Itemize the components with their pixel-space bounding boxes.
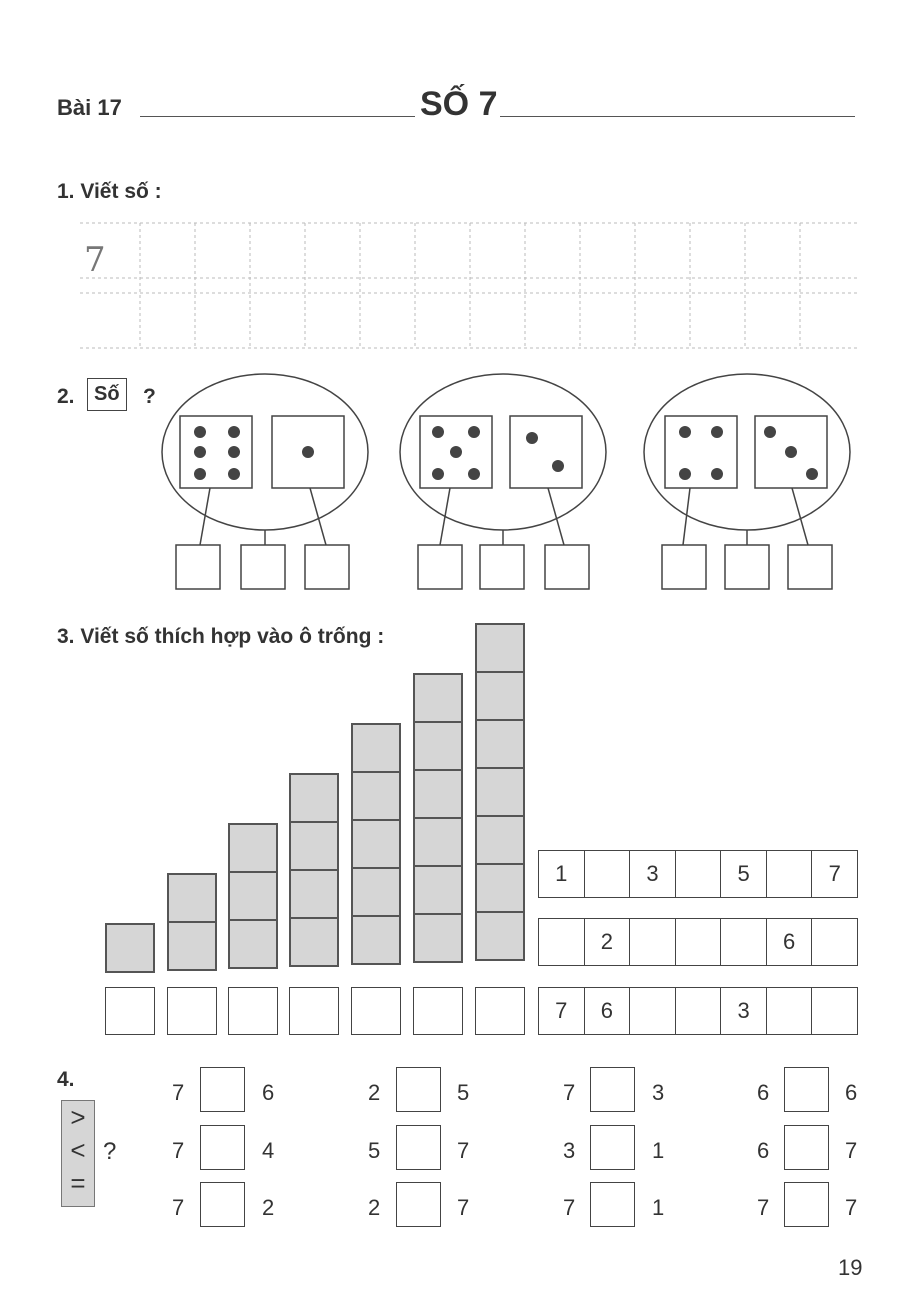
right-operand: 7: [845, 1195, 858, 1220]
column-count-box[interactable]: [351, 987, 401, 1035]
exercise-3-title: 3. Viết số thích hợp vào ô trống :: [57, 625, 385, 648]
stair-column-3: [228, 825, 278, 969]
number-cell[interactable]: 6: [767, 919, 813, 965]
page-number: 19: [838, 1255, 863, 1280]
left-operand: 7: [757, 1195, 770, 1220]
compare-box[interactable]: [590, 1125, 635, 1170]
number-cell[interactable]: [812, 919, 857, 965]
stair-column-5: [351, 725, 401, 965]
compare-box[interactable]: [200, 1125, 245, 1170]
number-cell[interactable]: 7: [828, 861, 841, 886]
number-cell[interactable]: [812, 988, 857, 1034]
column-count-box[interactable]: [475, 987, 525, 1035]
number-cell[interactable]: 3: [630, 851, 676, 897]
number-cell[interactable]: [585, 851, 631, 897]
right-operand: 6: [845, 1080, 858, 1105]
compare-box[interactable]: [396, 1067, 441, 1112]
stair-column-6: [413, 675, 463, 963]
compare-box[interactable]: [590, 1182, 635, 1227]
compare-box[interactable]: [784, 1125, 829, 1170]
writing-grid: [80, 218, 860, 353]
number-cell[interactable]: [539, 919, 585, 965]
right-operand: 5: [457, 1080, 470, 1105]
sample-digit: 7: [84, 240, 106, 280]
left-operand: 7: [172, 1080, 185, 1105]
right-operand: 4: [262, 1138, 275, 1163]
page-title: SỐ 7: [420, 85, 498, 123]
number-row-2: [538, 918, 858, 966]
column-count-box[interactable]: [167, 987, 217, 1035]
compare-box[interactable]: [396, 1182, 441, 1227]
exercise-1-title: 1. Viết số :: [57, 180, 162, 203]
stair-column-7: [475, 625, 525, 961]
column-count-box[interactable]: [413, 987, 463, 1035]
number-row-3: [538, 987, 858, 1035]
left-operand: 7: [563, 1080, 576, 1105]
compare-box[interactable]: [784, 1182, 829, 1227]
column-count-box[interactable]: [228, 987, 278, 1035]
right-operand: 6: [262, 1080, 275, 1105]
header-rule-left: [140, 116, 415, 117]
number-cell[interactable]: 2: [585, 919, 631, 965]
number-cell[interactable]: [676, 851, 722, 897]
left-operand: 7: [172, 1195, 185, 1220]
left-operand: 7: [172, 1138, 185, 1163]
lesson-label: Bài 17: [57, 95, 122, 120]
number-cell[interactable]: [630, 988, 676, 1034]
right-operand: 3: [652, 1080, 665, 1105]
number-cell[interactable]: [721, 919, 767, 965]
number-cell[interactable]: [676, 919, 722, 965]
right-operand: 7: [457, 1138, 470, 1163]
left-operand: 3: [563, 1138, 576, 1163]
stair-column-2: [167, 875, 217, 971]
so-label-box: Số: [87, 378, 127, 411]
compare-box[interactable]: [784, 1067, 829, 1112]
dice-groups: [150, 370, 870, 600]
question-mark: ?: [143, 385, 156, 408]
left-operand: 6: [757, 1080, 770, 1105]
number-cell[interactable]: 7: [539, 988, 585, 1034]
left-operand: 7: [563, 1195, 576, 1220]
column-count-box[interactable]: [105, 987, 155, 1035]
number-cell[interactable]: 5: [721, 851, 767, 897]
number-cell[interactable]: 1: [539, 851, 585, 897]
header-rule-right: [500, 116, 855, 117]
number-row-1: [538, 850, 858, 898]
compare-box[interactable]: [200, 1067, 245, 1112]
left-operand: 2: [368, 1195, 381, 1220]
number-cell[interactable]: [676, 988, 722, 1034]
exercise-4-number: 4.: [57, 1068, 75, 1091]
left-operand: 5: [368, 1138, 381, 1163]
right-operand: 2: [262, 1195, 275, 1220]
number-cell[interactable]: [767, 851, 813, 897]
left-operand: 6: [757, 1138, 770, 1163]
stair-column-4: [289, 775, 339, 967]
compare-box[interactable]: [200, 1182, 245, 1227]
exercise-2-number: 2.: [57, 385, 75, 408]
number-cell[interactable]: [767, 988, 813, 1034]
number-cell[interactable]: [630, 919, 676, 965]
right-operand: 7: [845, 1138, 858, 1163]
right-operand: 1: [652, 1195, 665, 1220]
number-cell[interactable]: 6: [585, 988, 631, 1034]
number-cell[interactable]: 3: [721, 988, 767, 1034]
right-operand: 7: [457, 1195, 470, 1220]
column-count-box[interactable]: [289, 987, 339, 1035]
comparison-signs-box: > < =: [61, 1100, 95, 1207]
left-operand: 2: [368, 1080, 381, 1105]
right-operand: 1: [652, 1138, 665, 1163]
compare-box[interactable]: [396, 1125, 441, 1170]
stair-column-1: [105, 925, 155, 973]
compare-box[interactable]: [590, 1067, 635, 1112]
question-mark-4: ?: [103, 1138, 117, 1165]
